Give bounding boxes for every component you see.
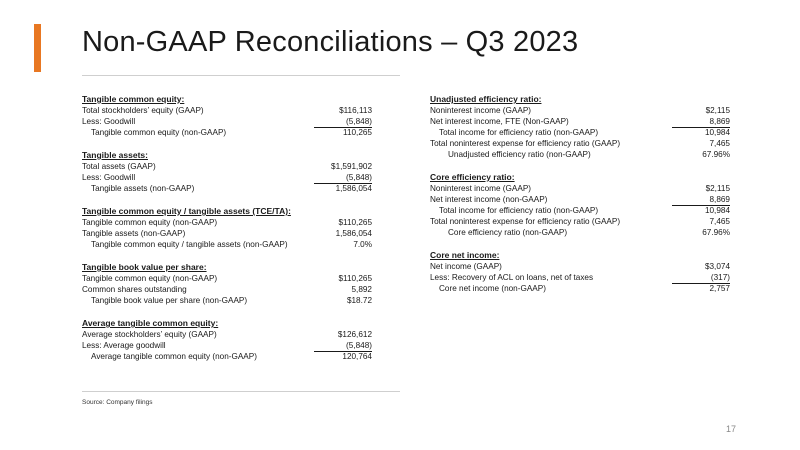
table-row (82, 161, 372, 172)
row-value: 8,869 (672, 116, 730, 128)
section-unadjusted-efficiency (430, 94, 730, 160)
row-value: $110,265 (338, 218, 372, 227)
title-divider (82, 75, 400, 76)
row-value: $2,115 (705, 106, 730, 115)
section-tce-ta (82, 206, 372, 250)
table-row (82, 217, 372, 228)
row-value: (5,848) (314, 116, 372, 128)
table-row-subtotal (430, 127, 730, 138)
row-value: 7,465 (709, 217, 730, 226)
row-value: 110,265 (343, 128, 372, 137)
page-title: Non-GAAP Reconciliations – Q3 2023 (82, 26, 579, 58)
row-label: Less: Average goodwill (82, 341, 166, 350)
row-value: 1,586,054 (335, 229, 372, 238)
row-value: 8,869 (672, 194, 730, 206)
row-label: Less: Goodwill (82, 173, 136, 182)
table-row-total (82, 127, 372, 138)
table-row (430, 194, 730, 205)
row-label: Noninterest income (GAAP) (430, 184, 532, 193)
row-label: Total stockholders’ equity (GAAP) (82, 106, 204, 115)
row-label: Less: Goodwill (82, 117, 136, 126)
row-value: $2,115 (705, 184, 730, 193)
table-row (82, 273, 372, 284)
table-row (430, 105, 730, 116)
table-row-total (82, 239, 372, 250)
table-row-subtotal (430, 205, 730, 216)
row-value: 67.96% (702, 150, 730, 159)
table-row-total (430, 283, 730, 294)
row-label: Net income (GAAP) (430, 262, 502, 271)
row-label: Unadjusted efficiency ratio (non-GAAP) (448, 150, 591, 159)
right-column (430, 94, 730, 306)
section-title: Tangible assets: (82, 150, 148, 160)
row-label: Core efficiency ratio (non-GAAP) (448, 228, 568, 237)
row-label: Tangible common equity / tangible assets (non-GAAP) (91, 240, 288, 249)
row-label: Average stockholders’ equity (GAAP) (82, 330, 217, 339)
accent-bar (34, 24, 41, 72)
section-title: Average tangible common equity: (82, 318, 219, 328)
table-row (82, 228, 372, 239)
row-label: Tangible common equity (non-GAAP) (91, 128, 227, 137)
table-row (430, 216, 730, 227)
row-label: Core net income (non-GAAP) (439, 284, 546, 293)
table-row (82, 284, 372, 295)
table-row (430, 183, 730, 194)
table-row-total (430, 149, 730, 160)
section-title: Core net income: (430, 250, 500, 260)
row-value: 7,465 (709, 139, 730, 148)
page-number: 17 (725, 424, 736, 434)
row-label: Tangible book value per share (non-GAAP) (91, 296, 248, 305)
row-value: $126,612 (337, 330, 372, 339)
section-average-tangible-equity (82, 318, 372, 362)
section-core-net-income (430, 250, 730, 294)
row-label: Tangible assets (non-GAAP) (82, 229, 186, 238)
table-row (82, 116, 372, 127)
table-row (430, 116, 730, 127)
table-row (430, 272, 730, 283)
footer-divider (82, 391, 400, 392)
row-value: $1,591,902 (331, 162, 372, 171)
section-title: Tangible common equity: (82, 94, 185, 104)
section-tangible-assets (82, 150, 372, 194)
row-value: $18.72 (346, 296, 372, 305)
section-core-efficiency (430, 172, 730, 238)
left-column (82, 94, 372, 374)
row-label: Tangible common equity (non-GAAP) (82, 218, 218, 227)
row-value: 67.96% (702, 228, 730, 237)
row-value: 7.0% (353, 240, 372, 249)
row-label: Total noninterest expense for efficiency ratio (GAAP) (430, 139, 621, 148)
row-label: Common shares outstanding (82, 285, 187, 294)
row-label: Tangible common equity (non-GAAP) (82, 274, 218, 283)
table-row (82, 105, 372, 116)
row-value: $116,113 (339, 106, 372, 115)
row-value: 10,984 (704, 128, 730, 137)
row-label: Net interest income, FTE (Non-GAAP) (430, 117, 569, 126)
row-value: 2,757 (709, 284, 730, 293)
table-row-total (430, 227, 730, 238)
source-note: Source: Company filings (82, 399, 153, 406)
row-value: (5,848) (314, 340, 372, 352)
table-row-total (82, 351, 372, 362)
section-title: Core efficiency ratio: (430, 172, 515, 182)
row-label: Total income for efficiency ratio (non-GAAP) (439, 128, 599, 137)
row-label: Average tangible common equity (non-GAAP) (91, 352, 257, 361)
row-value: $3,074 (704, 262, 730, 271)
section-title: Tangible common equity / tangible assets (TCE/TA): (82, 206, 291, 216)
section-title: Tangible book value per share: (82, 262, 207, 272)
table-row-total (82, 295, 372, 306)
row-label: Total income for efficiency ratio (non-GAAP) (439, 206, 599, 215)
row-label: Noninterest income (GAAP) (430, 106, 532, 115)
row-value: 120,764 (342, 352, 372, 361)
table-row (82, 172, 372, 183)
row-label: Net interest income (non-GAAP) (430, 195, 548, 204)
table-row (82, 340, 372, 351)
row-value: (317) (672, 272, 730, 284)
section-title: Unadjusted efficiency ratio: (430, 94, 542, 104)
row-label: Less: Recovery of ACL on loans, net of taxes (430, 273, 594, 282)
table-row (82, 329, 372, 340)
row-label: Total noninterest expense for efficiency ratio (GAAP) (430, 217, 621, 226)
row-value: $110,265 (338, 274, 372, 283)
section-tangible-book-value (82, 262, 372, 306)
row-value: 1,586,054 (335, 184, 372, 193)
row-label: Tangible assets (non-GAAP) (91, 184, 195, 193)
row-value: 5,892 (351, 285, 372, 294)
row-value: (5,848) (314, 172, 372, 184)
table-row (430, 261, 730, 272)
row-value: 10,984 (704, 206, 730, 215)
row-label: Total assets (GAAP) (82, 162, 156, 171)
section-tangible-common-equity (82, 94, 372, 138)
table-row-total (82, 183, 372, 194)
table-row (430, 138, 730, 149)
